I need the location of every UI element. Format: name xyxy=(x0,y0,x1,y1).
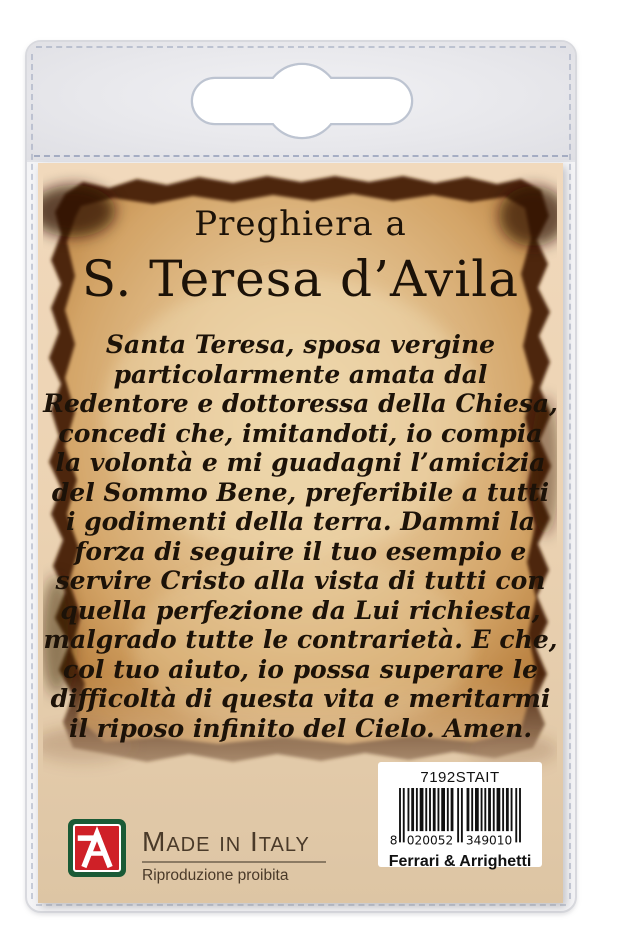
barcode-sku: 7192STAIT xyxy=(420,769,500,786)
manufacturer-name: Ferrari & Arrighetti xyxy=(388,853,532,870)
bag-top-seal xyxy=(36,46,566,48)
made-in-divider xyxy=(142,861,326,863)
barcode-label xyxy=(378,762,542,870)
prayer-line: particolarmente amata dal xyxy=(113,359,488,389)
prayer-card xyxy=(38,163,563,903)
prayer-line: la volontà e mi guadagni l’amicizia xyxy=(55,448,546,477)
prayer-line: del Sommo Bene, preferibile a tutti xyxy=(51,477,550,507)
ean-group2: 349010 xyxy=(465,833,513,848)
prayer-line: malgrado tutte le contrarietà. E che, xyxy=(43,625,558,654)
bag-bottom-seal xyxy=(36,904,566,906)
fa-monogram-icon xyxy=(75,826,119,870)
brand-logo-field xyxy=(73,824,121,872)
barcode-icon xyxy=(386,788,534,848)
prayer-line: difficoltà di questa vita e meritarmi xyxy=(50,684,551,713)
hang-hole xyxy=(182,58,422,142)
ean-group1: 020052 xyxy=(406,833,454,848)
prayer-line: concedi che, imitandoti, io compia xyxy=(58,418,543,448)
bag-seam xyxy=(34,155,568,157)
bag-left-seal xyxy=(31,54,33,899)
reproduction-notice: Riproduzione proibita xyxy=(142,867,289,884)
prayer-line: il riposo infinito del Cielo. Amen. xyxy=(68,713,533,743)
brand-logo xyxy=(68,819,126,877)
prayer-line: forza di seguire il tuo esempio e xyxy=(74,536,527,566)
prayer-text-block xyxy=(38,163,563,743)
euroslot-icon xyxy=(182,58,422,142)
plastic-bag xyxy=(25,40,577,913)
prayer-line: Redentore e dottoressa della Chiesa, xyxy=(43,389,558,418)
prayer-line: Santa Teresa, sposa vergine xyxy=(105,330,496,359)
made-in-italy-block xyxy=(142,827,362,884)
ean-first-digit: 8 xyxy=(389,833,398,848)
prayer-line: servire Cristo alla vista di tutti con xyxy=(55,566,546,595)
prayer-line: col tuo aiuto, io possa superare le xyxy=(63,654,538,684)
prayer-line: quella perfezione da Lui richiesta, xyxy=(60,595,541,625)
prayer-body xyxy=(38,330,563,743)
prayer-title-line1: Preghiera a xyxy=(194,204,407,244)
bag-right-seal xyxy=(569,54,571,899)
made-in-italy-label: Made in Italy xyxy=(142,826,310,857)
prayer-line: i godimenti della terra. Dammi la xyxy=(66,507,535,536)
prayer-title-line2: S. Teresa d’Avila xyxy=(81,250,520,308)
